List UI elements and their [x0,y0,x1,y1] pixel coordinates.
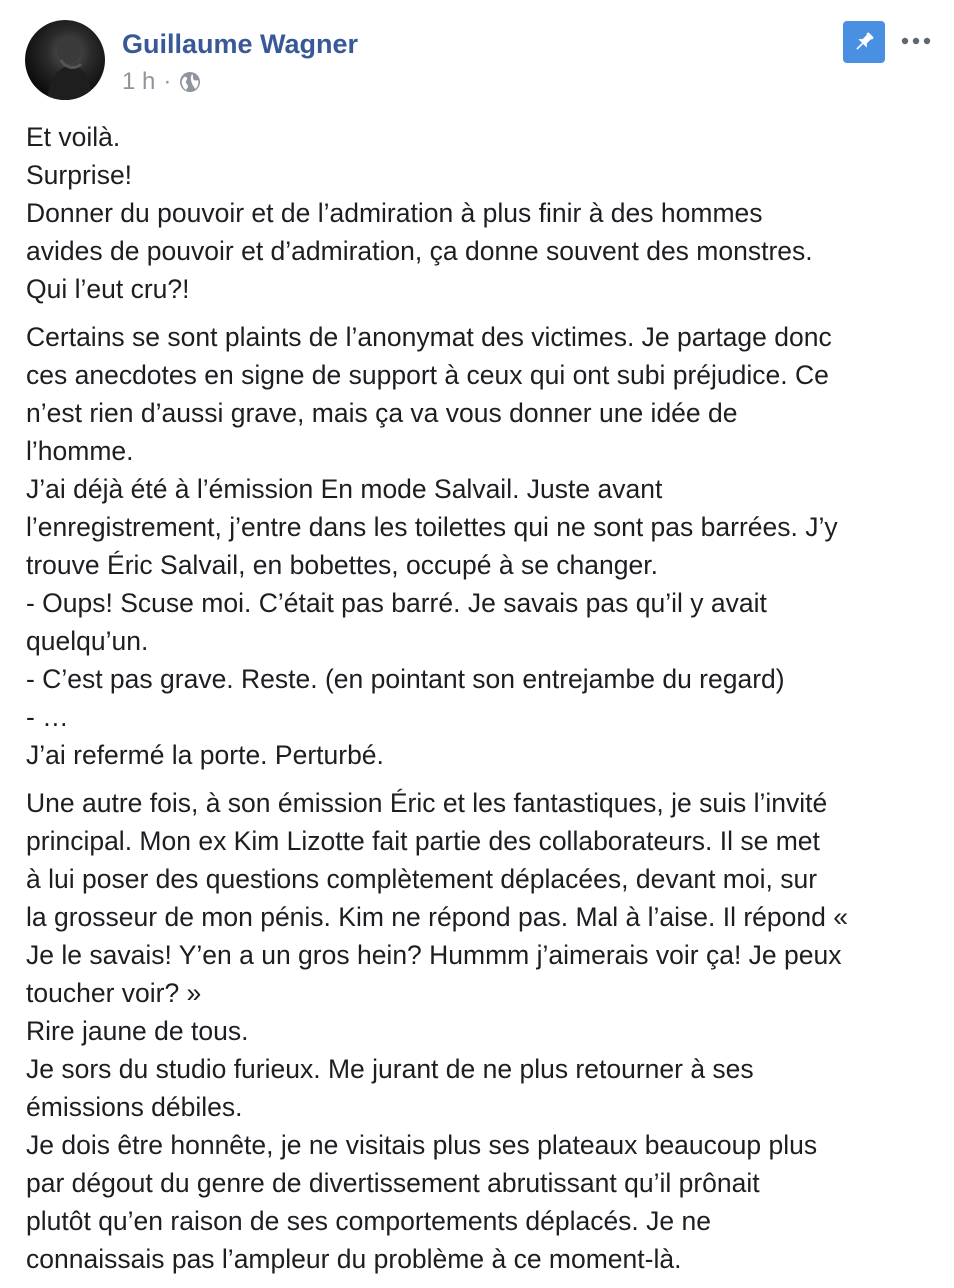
post-text-line: - … [26,702,69,732]
post-paragraph [26,318,936,774]
pin-button[interactable] [843,21,885,63]
author-name[interactable]: Guillaume Wagner [122,29,359,59]
post-timestamp[interactable]: 1 h [122,68,156,95]
post-text-line: connaissais pas l’ampleur du problème à ce moment-là. [26,1244,682,1274]
post-text-line: Et voilà. [26,122,121,152]
post-text-line: - Oups! Scuse moi. C’était pas barré. Je savais pas qu’il y avait [26,588,767,618]
post-text-line: l’homme. [26,436,134,466]
post-text-line: émissions débiles. [26,1092,243,1122]
post-text-line: Qui l’eut cru?! [26,274,190,304]
post-text-line: ces anecdotes en signe de support à ceux qui ont subi préjudice. Ce [26,360,829,390]
post-text-line: Je sors du studio furieux. Me jurant de ne plus retourner à ses [26,1054,754,1084]
post-text-line: J’ai refermé la porte. Perturbé. [26,740,384,770]
post-text-line: J’ai déjà été à l’émission En mode Salvail. Juste avant [26,474,663,504]
globe-icon[interactable] [179,71,201,93]
post-paragraph [26,784,936,1278]
post-text-line: Surprise! [26,160,133,190]
post-text-line: Je le savais! Y’en a un gros hein? Hummm j’aimerais voir ça! Je peux [26,940,842,970]
post-text-line: plutôt qu’en raison de ses comportements déplacés. Je ne [26,1206,711,1236]
post-text-line: l’enregistrement, j’entre dans les toilettes qui ne sont pas barrées. J’y [26,512,838,542]
post-text-line: toucher voir? » [26,978,202,1008]
post-text-line: à lui poser des questions complètement déplacées, devant moi, sur [26,864,818,894]
post-meta [122,68,201,96]
post-body [26,118,936,1288]
post-text-line: Je dois être honnête, je ne visitais plus ses plateaux beaucoup plus [26,1130,818,1160]
post-text-line: Une autre fois, à son émission Éric et les fantastiques, je suis l’invité [26,788,828,818]
post-text-line: Donner du pouvoir et de l’admiration à plus finir à des hommes [26,198,763,228]
post-text-line: Certains se sont plaints de l’anonymat des victimes. Je partage donc [26,322,832,352]
post-text-line: avides de pouvoir et d’admiration, ça donne souvent des monstres. [26,236,813,266]
post-text-line: Rire jaune de tous. [26,1016,249,1046]
avatar-portrait-icon [25,20,105,100]
avatar[interactable] [25,20,105,100]
post-text-line: la grosseur de mon pénis. Kim ne répond pas. Mal à l’aise. Il répond « [26,902,848,932]
post-text-line: - C’est pas grave. Reste. (en pointant son entrejambe du regard) [26,664,785,694]
post-text-line: trouve Éric Salvail, en bobettes, occupé à se changer. [26,550,658,580]
post-text-line: quelqu’un. [26,626,149,656]
post-text-line: principal. Mon ex Kim Lizotte fait partie des collaborateurs. Il se met [26,826,820,856]
post-text-line: n’est rien d’aussi grave, mais ça va vous donner une idée de [26,398,738,428]
pin-icon [851,29,877,55]
meta-separator: · [163,68,172,95]
more-options-button[interactable] [899,28,933,54]
post-paragraph [26,118,936,308]
more-options-icon [901,37,931,45]
post-text-line: par dégout du genre de divertissement abrutissant qu’il prônait [26,1168,760,1198]
